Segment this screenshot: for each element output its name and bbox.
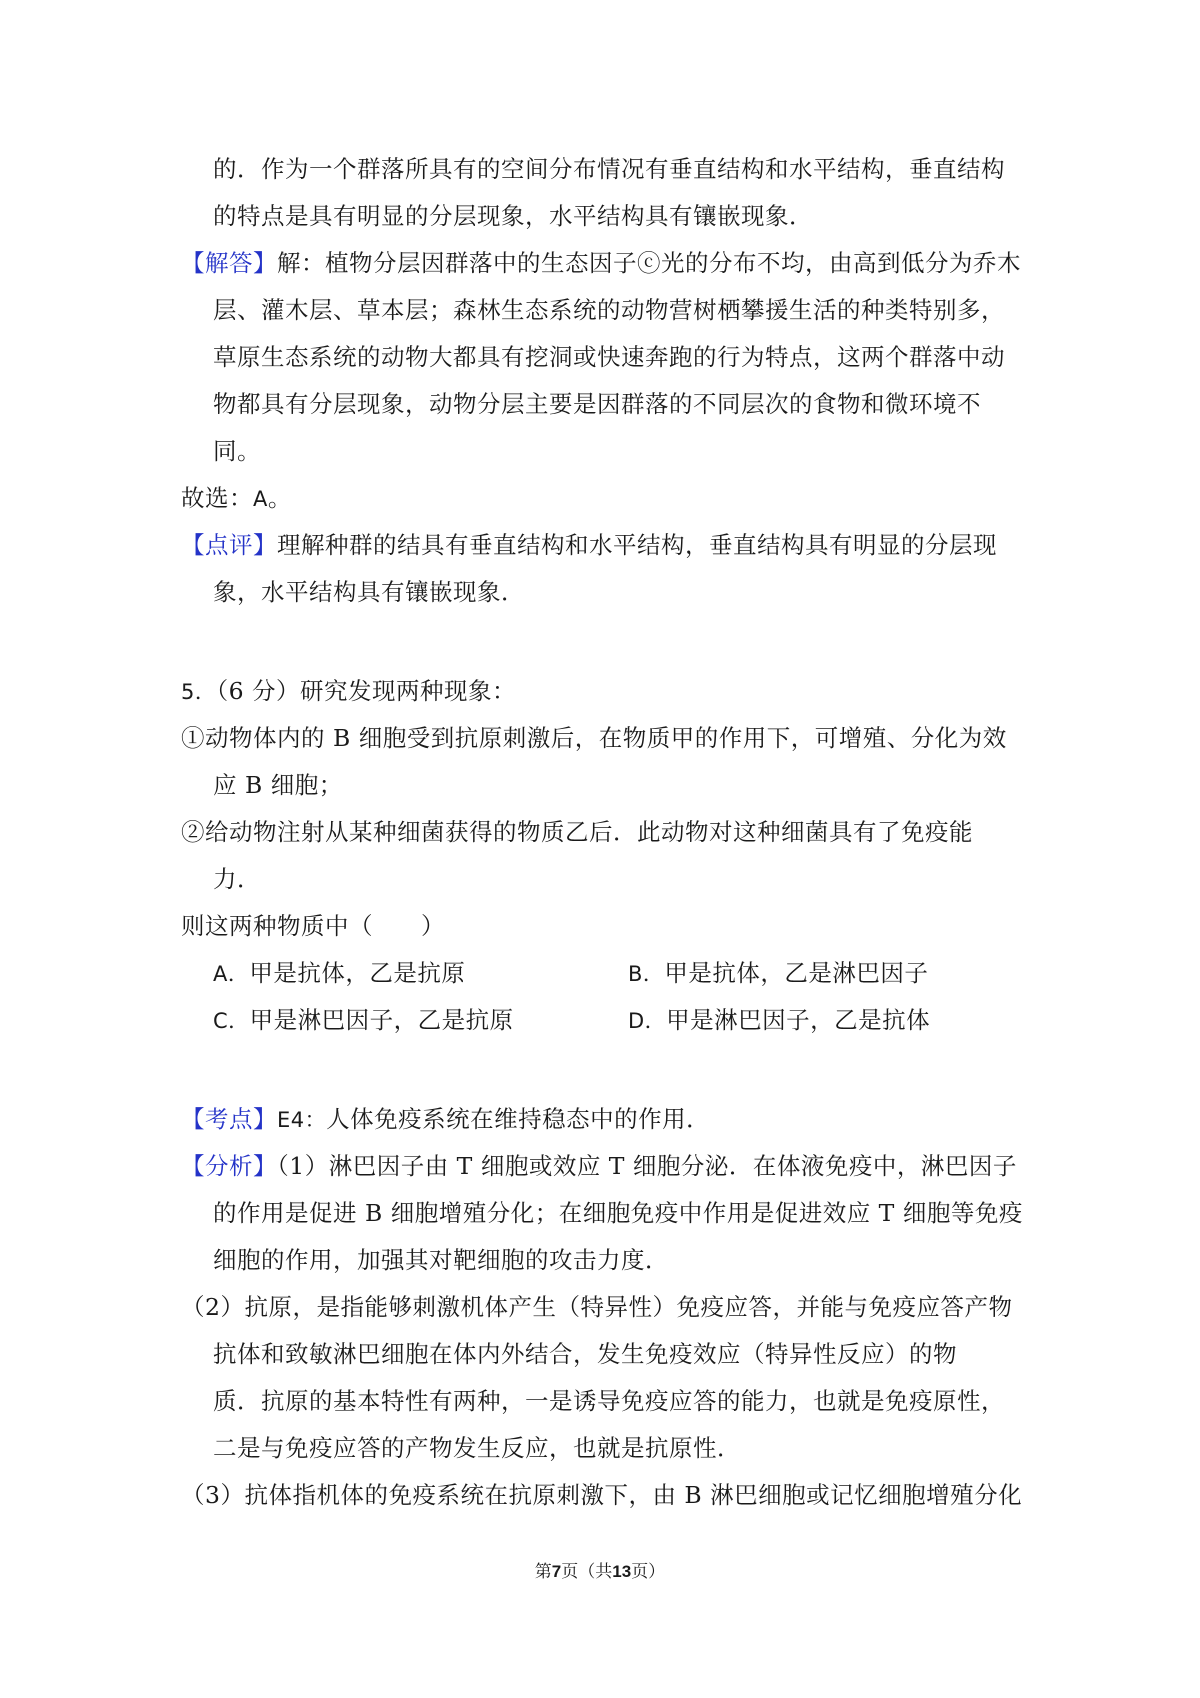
option-d — [628, 1004, 930, 1037]
choice-line — [181, 482, 292, 515]
prev-comment-line-1 — [181, 529, 997, 561]
question-ask: 则这两种物质中（ ） — [181, 912, 445, 940]
knowledge-point-tag: 【考点】 — [181, 1105, 277, 1133]
choice-prefix: 故选： — [181, 484, 253, 512]
analysis-p2-line-3: 质．抗原的基本特性有两种，一是诱导免疫应答的能力，也就是免疫原性， — [213, 1387, 1005, 1415]
footer-suffix: 页） — [631, 1562, 666, 1582]
option-a-letter: A． — [213, 962, 250, 986]
comment-tag: 【点评】 — [181, 531, 277, 559]
question-item-2-line-1: ②给动物注射从某种细菌获得的物质乙后．此动物对这种细菌具有了免疫能 — [181, 818, 973, 846]
prev-answer-line-4: 物都具有分层现象，动物分层主要是因群落的不同层次的食物和微环境不 — [213, 390, 981, 418]
analysis-line-3: 细胞的作用，加强其对靶细胞的攻击力度． — [213, 1246, 669, 1274]
question-stem: 研究发现两种现象： — [300, 677, 517, 705]
knowledge-point-line — [181, 1103, 710, 1136]
footer-prefix: 第 — [534, 1562, 552, 1582]
prev-comment-line-2: 象，水平结构具有镶嵌现象． — [213, 578, 525, 606]
analysis-text-1: （1）淋巴因子由 T 细胞或效应 T 细胞分泌．在体液免疫中，淋巴因子 — [277, 1152, 1017, 1180]
knowledge-point-code: E4： — [277, 1108, 327, 1132]
prev-answer-line-1 — [181, 247, 1021, 279]
question-item-1-line-2: 应 B 细胞； — [213, 771, 343, 799]
option-b-letter: B． — [628, 962, 665, 986]
option-b-text: 甲是抗体，乙是淋巴因子 — [664, 959, 929, 987]
prev-analysis-line-1: 的．作为一个群落所具有的空间分布情况有垂直结构和水平结构，垂直结构 — [213, 155, 1005, 183]
option-c-text: 甲是淋巴因子，乙是抗原 — [249, 1006, 514, 1034]
choice-letter: A — [253, 487, 268, 511]
question-item-2-line-2: 力． — [213, 865, 261, 893]
knowledge-point-text: 人体免疫系统在维持稳态中的作用． — [326, 1105, 711, 1133]
analysis-p2-line-2: 抗体和致敏淋巴细胞在体内外结合，发生免疫效应（特异性反应）的物 — [213, 1340, 957, 1368]
choice-suffix: 。 — [267, 484, 292, 512]
option-d-letter: D． — [628, 1009, 667, 1033]
prev-answer-line-5: 同。 — [213, 437, 261, 465]
prev-answer-line-2: 层、灌木层、草本层；森林生态系统的动物营树栖攀援生活的种类特别多， — [213, 296, 1005, 324]
page-footer — [0, 1560, 1200, 1584]
answer-tag: 【解答】 — [181, 249, 277, 277]
question-header — [181, 675, 516, 708]
option-a-text: 甲是抗体，乙是抗原 — [249, 959, 466, 987]
option-c-letter: C． — [213, 1009, 250, 1033]
prev-analysis-line-2: 的特点是具有明显的分层现象，水平结构具有镶嵌现象． — [213, 202, 813, 230]
prev-answer-line-3: 草原生态系统的动物大都具有挖洞或快速奔跑的行为特点，这两个群落中动 — [213, 343, 1005, 371]
analysis-line-2: 的作用是促进 B 细胞增殖分化；在细胞免疫中作用是促进效应 T 细胞等免疫 — [213, 1199, 1023, 1227]
option-a — [213, 957, 465, 990]
footer-page-number: 7 — [551, 1562, 562, 1581]
footer-middle: 页（共 — [561, 1562, 613, 1582]
analysis-line-1 — [181, 1150, 1017, 1182]
comment-text: 理解种群的结具有垂直结构和水平结构，垂直结构具有明显的分层现 — [277, 531, 997, 559]
option-b — [628, 957, 928, 990]
footer-total-pages: 13 — [612, 1562, 632, 1581]
analysis-tag: 【分析】 — [181, 1152, 277, 1180]
question-item-1-line-1: ①动物体内的 B 细胞受到抗原刺激后，在物质甲的作用下，可增殖、分化为效 — [181, 724, 1007, 752]
analysis-p2-line-4: 二是与免疫应答的产物发生反应，也就是抗原性． — [213, 1434, 741, 1462]
answer-text: 解：植物分层因群落中的生态因子ⓒ光的分布不均，由高到低分为乔木 — [277, 249, 1021, 277]
option-d-text: 甲是淋巴因子，乙是抗体 — [666, 1006, 931, 1034]
option-c — [213, 1004, 514, 1037]
question-score: （6 分） — [216, 677, 301, 705]
question-number: 5． — [181, 680, 217, 704]
analysis-p2-line-1: （2）抗原，是指能够刺激机体产生（特异性）免疫应答，并能与免疫应答产物 — [181, 1293, 1013, 1321]
analysis-p3-line-1: （3）抗体指机体的免疫系统在抗原刺激下，由 B 淋巴细胞或记忆细胞增殖分化 — [181, 1481, 1023, 1509]
